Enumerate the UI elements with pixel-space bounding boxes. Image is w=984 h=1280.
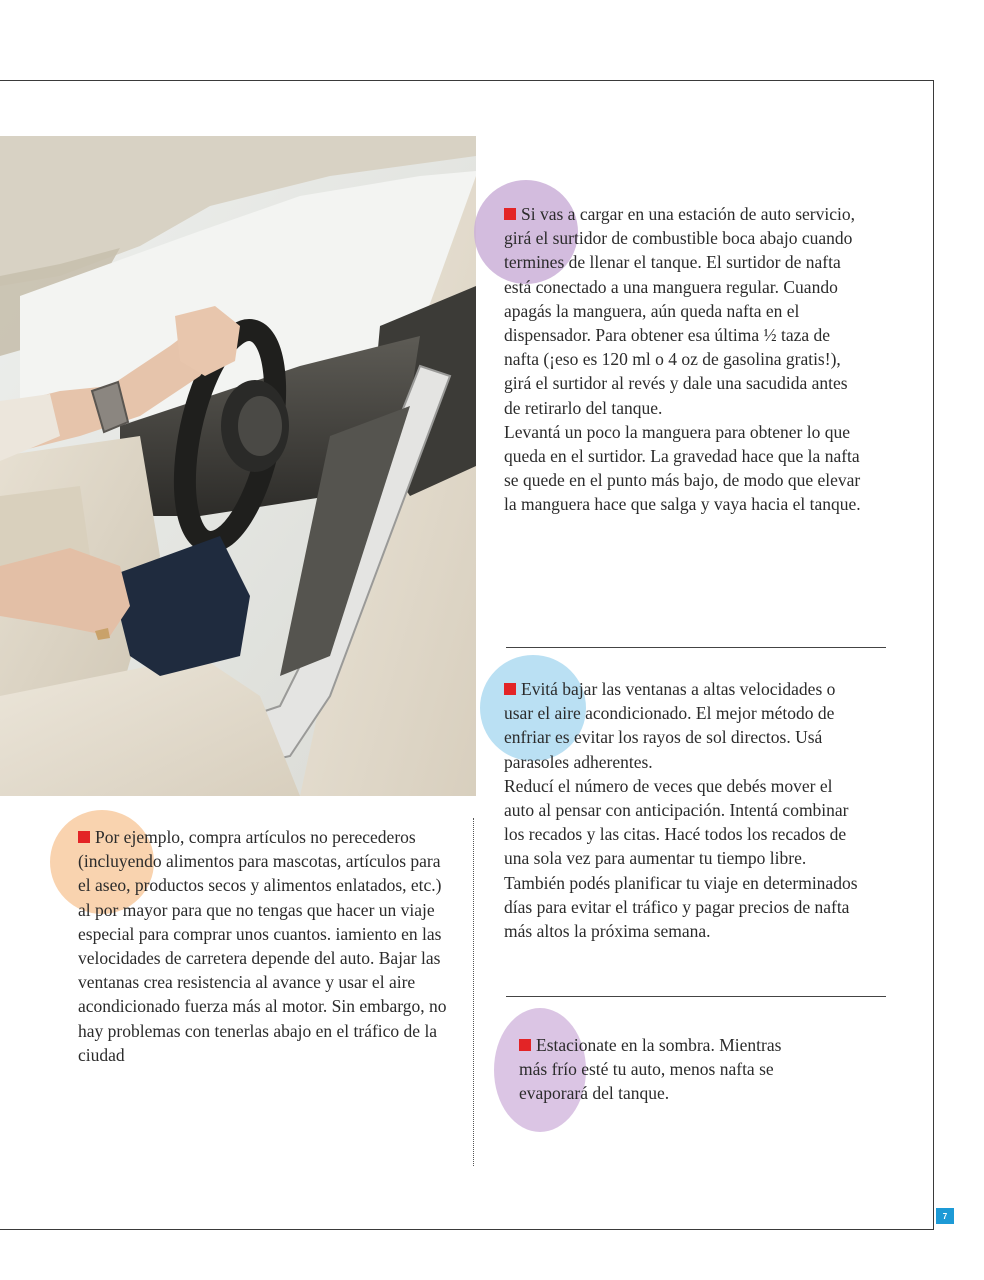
car-interior-photo (0, 136, 476, 796)
bullet-square-icon (504, 208, 516, 220)
tip-windows-ac (504, 677, 866, 943)
bullet-square-icon (519, 1039, 531, 1051)
bullet-square-icon (504, 683, 516, 695)
tip-buy-bulk (78, 825, 450, 1067)
tip-paragraph: Por ejemplo, compra artículos no perecederos (incluyendo alimentos para mascotas, artículos para el aseo, productos secos y alimentos enlatados, etc.) al por mayor para que no tengas que hacer un viaje especial para comprar unos cuantos. iamiento en las velocidades de carretera depende del auto. Bajar las ventanas crea resistencia al avance y usar el aire acondicionado fuerza más al motor. Sin embargo, no hay problemas con tenerlas abajo en el tráfico de la ciudad (78, 827, 447, 1065)
tip-paragraph: Reducí el número de veces que debés mover el auto al pensar con anticipación. Intentá combinar los recados y las citas. Hacé todos los recados de una sola vez para aumentar tu tiempo libre. También podés planificar tu viaje en determinados días para evitar el tráfico y pagar precios de nafta más altos la próxima semana. (504, 775, 858, 942)
bullet-square-icon (78, 831, 90, 843)
tip-fuel-nozzle (504, 202, 864, 517)
tip-park-shade (519, 1033, 785, 1106)
page-frame-right (933, 80, 934, 1230)
column-divider (473, 818, 474, 1166)
page-frame-top (0, 80, 934, 81)
tip-paragraph: Evitá bajar las ventanas a altas velocidades o usar el aire acondicionado. El mejor método de enfriar es evitar los rayos de sol directos. Usá parasoles adherentes. (504, 679, 836, 772)
tip-paragraph: Si vas a cargar en una estación de auto servicio, girá el surtidor de combustible boca abajo cuando termines de llenar el tanque. El surtidor de nafta está conectado a una manguera regular. Cuando apagás la manguera, aún queda nafta en el dispensador. Para obtener esa última ½ taza de nafta (¡eso es 120 ml o 4 oz de gasolina gratis!), girá el surtidor al revés y dale una sacudida antes de retirarlo del tanque. (504, 204, 855, 418)
tip-paragraph: Estacionate en la sombra. Mientras más frío esté tu auto, menos nafta se evaporará del tanque. (519, 1035, 782, 1104)
page-number: 7 (936, 1208, 954, 1224)
tip-paragraph: Levantá un poco la manguera para obtener lo que queda en el surtidor. La gravedad hace que la nafta se quede en el punto más bajo, de modo que elevar la manguera hace que salga y vaya hacia el tanque. (504, 421, 861, 515)
section-rule-1 (506, 647, 886, 648)
section-rule-2 (506, 996, 886, 997)
page-frame-bottom (0, 1229, 934, 1230)
